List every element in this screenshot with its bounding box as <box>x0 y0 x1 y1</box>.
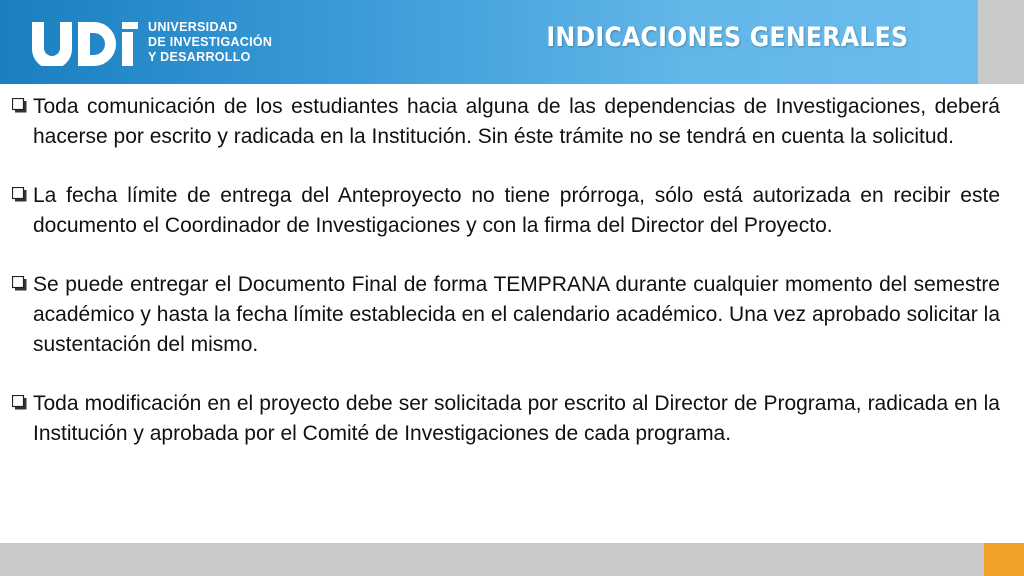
bullet-text: Se puede entregar el Documento Final de forma TEMPRANA durante cualquier momento del semestre académico y hasta la fecha límite establecida en el calendario académico. Una vez aprobado solicitar la sustentación del mismo. <box>33 273 1000 356</box>
checkbox-bullet-icon <box>12 187 27 202</box>
logo-line-3: Y DESARROLLO <box>148 50 251 64</box>
bullet-item <box>12 270 1000 360</box>
bullet-item <box>12 92 1000 152</box>
bullet-text: Toda comunicación de los estudiantes hacia alguna de las dependencias de Investigaciones, deberá hacerse por escrito y radicada en la Institución. Sin éste trámite no se tendrá en cuenta la solicitud. <box>33 95 1000 148</box>
university-logo <box>30 14 300 70</box>
logo-wordmark <box>148 20 272 65</box>
bullet-text: La fecha límite de entrega del Anteproyecto no tiene prórroga, sólo está autorizada en recibir este documento el Coordinador de Investigaciones y con la firma del Director del Proyecto. <box>33 184 1000 237</box>
bullet-item <box>12 389 1000 449</box>
checkbox-bullet-icon <box>12 98 27 113</box>
bullet-list <box>12 92 1000 478</box>
logo-line-1: UNIVERSIDAD <box>148 20 238 34</box>
checkbox-bullet-icon <box>12 395 27 410</box>
checkbox-bullet-icon <box>12 276 27 291</box>
header-banner <box>0 0 978 84</box>
footer-bar <box>0 543 984 576</box>
footer-accent-block <box>984 543 1024 576</box>
header-side-block <box>978 0 1024 84</box>
page-title: INDICACIONES GENERALES <box>546 22 908 53</box>
bullet-item <box>12 181 1000 241</box>
udi-logo-mark <box>30 18 140 66</box>
bullet-text: Toda modificación en el proyecto debe ser solicitada por escrito al Director de Programa, radicada en la Institución y aprobada por el Comité de Investigaciones de cada programa. <box>33 392 1000 445</box>
logo-line-2: DE INVESTIGACIÓN <box>148 35 273 49</box>
